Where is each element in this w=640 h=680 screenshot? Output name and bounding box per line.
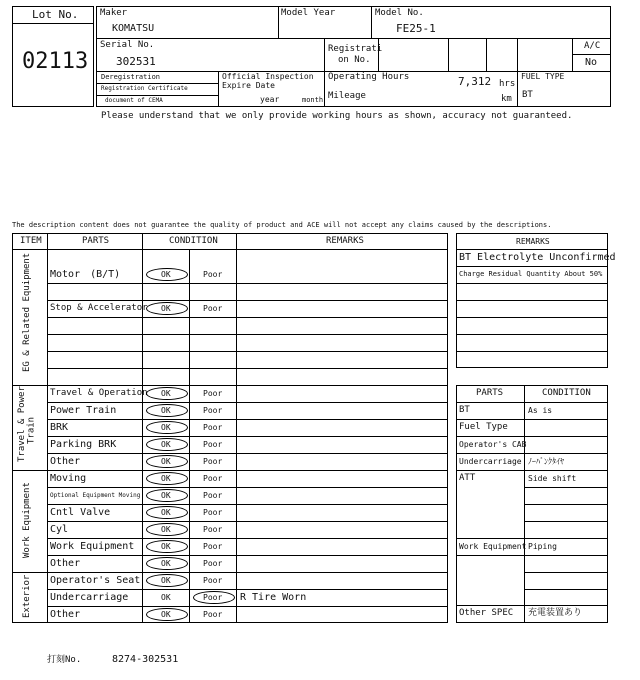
inspection-label-2: Expire Date bbox=[222, 81, 275, 90]
op-hours-label: Operating Hours bbox=[328, 72, 410, 82]
stamp-label: 打刻No. bbox=[47, 655, 82, 665]
right-part-bt: BT bbox=[459, 405, 470, 415]
ok-label: OK bbox=[161, 422, 171, 432]
km-label: km bbox=[501, 94, 512, 104]
group-exterior: Exterior bbox=[22, 574, 32, 618]
part-moving: Moving bbox=[50, 472, 87, 484]
remarks-line-1: BT Electrolyte Unconfirmed bbox=[459, 252, 616, 263]
poor-label: Poor bbox=[203, 422, 223, 432]
ok-circle-mark bbox=[146, 387, 188, 400]
lot-label: Lot No. bbox=[32, 8, 79, 21]
registration-label-2: on No. bbox=[338, 55, 371, 65]
poor-label: Poor bbox=[203, 490, 223, 500]
poor-label: Poor bbox=[203, 524, 223, 534]
ok-circle-mark bbox=[146, 506, 188, 519]
poor-label: Poor bbox=[203, 592, 223, 602]
ok-label: OK bbox=[161, 575, 171, 585]
fuel-type-label: FUEL TYPE bbox=[521, 72, 565, 81]
part-travel-op: Travel & Operation bbox=[50, 387, 148, 398]
poor-label: Poor bbox=[203, 439, 223, 449]
ok-circle-mark bbox=[146, 404, 188, 417]
poor-label: Poor bbox=[203, 558, 223, 568]
poor-circle-mark bbox=[193, 591, 235, 604]
remark-undercarriage: R Tire Worn bbox=[240, 591, 307, 603]
ok-circle-mark bbox=[146, 540, 188, 553]
right-cond-bt: As is bbox=[528, 406, 553, 415]
model-no-value: FE25-1 bbox=[396, 22, 436, 35]
right-cond-att: Side shift bbox=[528, 474, 577, 483]
right-cond-undercarriage: ﾉｰﾊﾞﾝｸﾀｲﾔ bbox=[528, 457, 564, 466]
group-eg: EG & Related Equipment bbox=[22, 252, 32, 372]
ok-label: OK bbox=[161, 456, 171, 466]
part-undercarriage: Undercarriage bbox=[50, 591, 129, 603]
ok-circle-mark bbox=[146, 455, 188, 468]
model-no-label: Model No. bbox=[375, 8, 424, 18]
right-col-parts: PARTS bbox=[476, 388, 504, 398]
ok-circle-mark bbox=[146, 438, 188, 451]
col-parts: PARTS bbox=[82, 236, 110, 246]
part-cyl: Cyl bbox=[50, 523, 69, 535]
fuel-type-value: BT bbox=[522, 90, 533, 100]
ok-label: OK bbox=[161, 592, 171, 602]
maker-value: KOMATSU bbox=[112, 23, 155, 34]
ok-label: OK bbox=[161, 609, 171, 619]
ok-label: OK bbox=[161, 405, 171, 415]
poor-label: Poor bbox=[203, 609, 223, 619]
ok-circle-mark bbox=[146, 574, 188, 587]
poor-label: Poor bbox=[203, 575, 223, 585]
model-year-label: Model Year bbox=[281, 8, 336, 18]
part-parking-brk: Parking BRK bbox=[50, 438, 117, 450]
ok-circle-mark bbox=[146, 472, 188, 485]
inspection-label: Official Inspection bbox=[222, 72, 314, 81]
maker-label: Maker bbox=[100, 8, 128, 18]
ok-label: OK bbox=[161, 490, 171, 500]
ok-label: OK bbox=[161, 439, 171, 449]
part-stop: Stop & Accelerator bbox=[50, 302, 148, 313]
part-brk: BRK bbox=[50, 421, 69, 433]
right-part-cab: Operator's CAB bbox=[459, 440, 527, 449]
remarks-header: REMARKS bbox=[516, 237, 550, 246]
ok-circle-mark bbox=[146, 302, 188, 315]
col-condition: CONDITION bbox=[169, 236, 218, 246]
ok-label: OK bbox=[161, 507, 171, 517]
group-work: Work Equipment bbox=[22, 482, 32, 558]
right-part-work-equipment: Work Equipment bbox=[459, 542, 527, 551]
serial-label: Serial No. bbox=[100, 40, 155, 50]
mileage-label: Mileage bbox=[328, 91, 366, 101]
group-travel: Travel & Power Train bbox=[17, 386, 37, 462]
month-label: month bbox=[302, 96, 324, 104]
ok-label: OK bbox=[161, 524, 171, 534]
ok-circle-mark bbox=[146, 608, 188, 621]
stamp-value: 8274-302531 bbox=[112, 654, 179, 665]
ok-label: OK bbox=[161, 388, 171, 398]
poor-label: Poor bbox=[203, 456, 223, 466]
ok-label: OK bbox=[161, 473, 171, 483]
serial-value: 302531 bbox=[116, 55, 156, 68]
right-part-undercarriage: Undercarriage bbox=[459, 457, 522, 466]
part-cntl: Cntl Valve bbox=[50, 506, 111, 518]
doc-cema-label: document of CEMA bbox=[105, 97, 163, 104]
poor-label: Poor bbox=[203, 473, 223, 483]
poor-label: Poor bbox=[203, 388, 223, 398]
right-col-condition: CONDITION bbox=[542, 388, 591, 398]
right-part-other-spec: Other SPEC bbox=[459, 608, 514, 618]
part-other3: Other bbox=[50, 608, 81, 620]
part-motor: Motor (B/T) bbox=[50, 268, 121, 280]
dereg-label: Deregistration bbox=[101, 73, 161, 81]
right-part-att: ATT bbox=[459, 473, 476, 483]
col-remarks: REMARKS bbox=[326, 236, 364, 246]
ok-circle-mark bbox=[146, 421, 188, 434]
remarks-line-2: Charge Residual Quantity About 50% bbox=[459, 270, 603, 278]
part-power-train: Power Train bbox=[50, 404, 117, 416]
ok-circle-mark bbox=[146, 268, 188, 281]
ok-label: OK bbox=[161, 303, 171, 313]
notice-description: The description content does not guarantee the quality of product and ACE will not accept any claims caused by the descriptions. bbox=[12, 221, 552, 229]
right-cond-other-spec: 充電装置あり bbox=[528, 608, 583, 618]
ok-label: OK bbox=[161, 269, 171, 279]
poor-label: Poor bbox=[203, 507, 223, 517]
poor-label: Poor bbox=[203, 269, 223, 279]
col-item: ITEM bbox=[20, 236, 42, 246]
poor-label: Poor bbox=[203, 405, 223, 415]
ok-label: OK bbox=[161, 558, 171, 568]
part-work-eq: Work Equipment bbox=[50, 540, 135, 552]
lot-value: 02113 bbox=[22, 49, 89, 74]
reg-cert-label: Registration Certificate bbox=[101, 85, 188, 92]
ac-label: A/C bbox=[584, 41, 601, 51]
poor-label: Poor bbox=[203, 541, 223, 551]
ok-label: OK bbox=[161, 541, 171, 551]
ok-circle-mark bbox=[146, 489, 188, 502]
right-part-fuel: Fuel Type bbox=[459, 422, 508, 432]
poor-label: Poor bbox=[203, 303, 223, 313]
op-hours-value: 7,312 bbox=[458, 75, 492, 88]
registration-label: Registrati bbox=[328, 44, 383, 54]
ok-circle-mark bbox=[146, 557, 188, 570]
part-other2: Other bbox=[50, 557, 81, 569]
part-op-seat: Operator's Seat bbox=[50, 574, 141, 586]
ok-circle-mark bbox=[146, 523, 188, 536]
right-cond-work-equipment: Piping bbox=[528, 542, 557, 551]
part-optional: Optional Equipment Moving bbox=[50, 491, 141, 499]
part-other1: Other bbox=[50, 455, 81, 467]
notice-hours: Please understand that we only provide working hours as shown, accuracy not guaranteed. bbox=[101, 111, 573, 121]
year-label: year bbox=[260, 95, 280, 104]
hrs-label: hrs bbox=[499, 79, 516, 89]
ac-value: No bbox=[585, 57, 598, 68]
